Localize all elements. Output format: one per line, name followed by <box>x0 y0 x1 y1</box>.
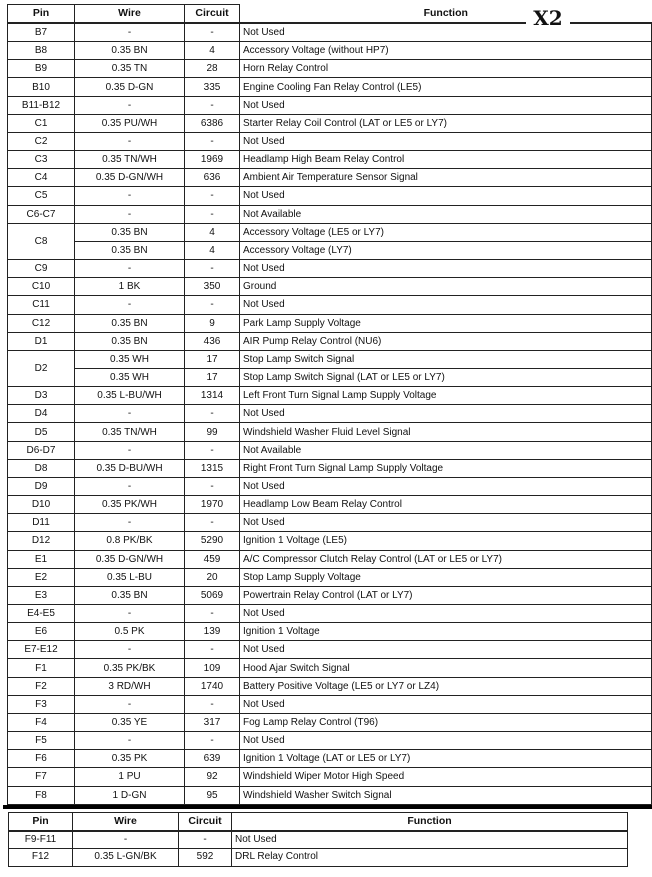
table-row <box>8 332 652 350</box>
pin-cell: D5 <box>8 423 75 441</box>
function-cell: A/C Compressor Clutch Relay Control (LAT or LE5 or LY7) <box>240 550 652 568</box>
circuit-cell: 1740 <box>185 677 240 695</box>
function-cell: Hood Ajar Switch Signal <box>240 659 652 677</box>
wire-cell: 0.35 BN <box>75 42 185 60</box>
circuit-cell: - <box>185 296 240 314</box>
wire-cell: 0.35 BN <box>75 223 185 241</box>
table-row <box>8 132 652 150</box>
wire-cell: - <box>75 132 185 150</box>
circuit-cell: - <box>185 132 240 150</box>
pin-cell: C4 <box>8 169 75 187</box>
circuit-cell: - <box>185 514 240 532</box>
table-row <box>8 496 652 514</box>
pin-cell: C9 <box>8 260 75 278</box>
circuit-cell: 1314 <box>185 387 240 405</box>
pin-cell: C12 <box>8 314 75 332</box>
table-row <box>8 550 652 568</box>
table-row <box>8 605 652 623</box>
circuit-cell: 4 <box>185 42 240 60</box>
circuit-cell: 592 <box>179 849 232 867</box>
circuit-cell: 5069 <box>185 586 240 604</box>
pin-cell: B9 <box>8 60 75 78</box>
wire-cell: 0.35 PK <box>75 750 185 768</box>
pin-cell: D12 <box>8 532 75 550</box>
wire-cell: - <box>75 477 185 495</box>
circuit-cell: - <box>185 695 240 713</box>
table-row <box>8 477 652 495</box>
circuit-cell: 95 <box>185 786 240 804</box>
wire-cell: 0.35 BN <box>75 332 185 350</box>
table-row <box>8 278 652 296</box>
table-row <box>8 568 652 586</box>
pin-cell: F3 <box>8 695 75 713</box>
pin-cell: E4-E5 <box>8 605 75 623</box>
table-row <box>8 78 652 96</box>
circuit-cell: - <box>185 405 240 423</box>
header-row <box>9 813 628 831</box>
function-cell: Not Used <box>240 695 652 713</box>
function-cell: AIR Pump Relay Control (NU6) <box>240 332 652 350</box>
table-row <box>8 114 652 132</box>
function-cell: Not Used <box>240 514 652 532</box>
wire-cell: 1 PU <box>75 768 185 786</box>
table-row <box>8 205 652 223</box>
function-cell: Starter Relay Coil Control (LAT or LE5 or LY7) <box>240 114 652 132</box>
wire-cell: 0.35 D-BU/WH <box>75 459 185 477</box>
table-row <box>8 713 652 731</box>
circuit-cell: - <box>185 187 240 205</box>
pin-cell: F6 <box>8 750 75 768</box>
pin-cell: D4 <box>8 405 75 423</box>
wire-cell: 1 D-GN <box>75 786 185 804</box>
wire-cell: - <box>75 296 185 314</box>
function-cell: Fog Lamp Relay Control (T96) <box>240 713 652 731</box>
pin-cell: C3 <box>8 151 75 169</box>
wire-cell: 0.35 TN/WH <box>75 151 185 169</box>
function-cell: Park Lamp Supply Voltage <box>240 314 652 332</box>
pin-cell: F1 <box>8 659 75 677</box>
wire-cell: - <box>75 187 185 205</box>
table-row <box>8 441 652 459</box>
function-cell: Engine Cooling Fan Relay Control (LE5) <box>240 78 652 96</box>
table-row <box>8 405 652 423</box>
function-cell: Not Used <box>240 296 652 314</box>
wire-cell: 0.35 TN <box>75 60 185 78</box>
circuit-cell: 9 <box>185 314 240 332</box>
circuit-cell: - <box>185 96 240 114</box>
pin-cell: C8 <box>8 223 75 259</box>
wire-cell: 0.35 TN/WH <box>75 423 185 441</box>
function-cell: Not Available <box>240 205 652 223</box>
table-row <box>8 42 652 60</box>
divider <box>3 805 652 809</box>
circuit-cell: - <box>185 605 240 623</box>
function-cell: Not Used <box>240 132 652 150</box>
function-cell: Headlamp High Beam Relay Control <box>240 151 652 169</box>
wire-cell: - <box>75 205 185 223</box>
table-row <box>8 296 652 314</box>
pin-cell: D11 <box>8 514 75 532</box>
circuit-cell: - <box>185 23 240 42</box>
circuit-cell: - <box>185 732 240 750</box>
wire-cell: 0.35 YE <box>75 713 185 731</box>
wire-cell: 0.35 D-GN/WH <box>75 550 185 568</box>
pin-cell: C2 <box>8 132 75 150</box>
wire-cell: - <box>75 96 185 114</box>
pin-cell: F2 <box>8 677 75 695</box>
function-cell: Accessory Voltage (LY7) <box>240 241 652 259</box>
function-cell: Ignition 1 Voltage (LAT or LE5 or LY7) <box>240 750 652 768</box>
pin-cell: C11 <box>8 296 75 314</box>
wire-cell: 0.35 BN <box>75 314 185 332</box>
circuit-cell: 17 <box>185 350 240 368</box>
function-cell: Ignition 1 Voltage <box>240 623 652 641</box>
function-cell: Windshield Washer Switch Signal <box>240 786 652 804</box>
wire-cell: 0.35 PK/WH <box>75 496 185 514</box>
wire-cell: - <box>75 605 185 623</box>
table-row <box>8 368 652 386</box>
pinout-table-main <box>7 4 652 805</box>
circuit-cell: 459 <box>185 550 240 568</box>
circuit-cell: 28 <box>185 60 240 78</box>
pin-cell: E2 <box>8 568 75 586</box>
circuit-cell: 1970 <box>185 496 240 514</box>
table-row <box>8 623 652 641</box>
circuit-cell: 317 <box>185 713 240 731</box>
function-cell: Headlamp Low Beam Relay Control <box>240 496 652 514</box>
table-row <box>8 151 652 169</box>
function-cell: Windshield Washer Fluid Level Signal <box>240 423 652 441</box>
wire-cell: 0.35 L-BU/WH <box>75 387 185 405</box>
table-row <box>8 532 652 550</box>
table-row <box>8 659 652 677</box>
function-cell: Not Used <box>232 831 628 849</box>
wire-cell: 0.8 PK/BK <box>75 532 185 550</box>
circuit-cell: 1315 <box>185 459 240 477</box>
pin-cell: F8 <box>8 786 75 804</box>
circuit-cell: 436 <box>185 332 240 350</box>
circuit-cell: - <box>179 831 232 849</box>
pin-cell: E1 <box>8 550 75 568</box>
header-circuit: Circuit <box>179 813 232 831</box>
circuit-cell: - <box>185 205 240 223</box>
function-cell: Not Used <box>240 641 652 659</box>
table-row <box>8 60 652 78</box>
table-row <box>8 314 652 332</box>
function-cell: Accessory Voltage (without HP7) <box>240 42 652 60</box>
wire-cell: 0.35 WH <box>75 350 185 368</box>
table-row <box>8 260 652 278</box>
table-row <box>8 586 652 604</box>
pin-cell: B11-B12 <box>8 96 75 114</box>
function-cell: Not Used <box>240 605 652 623</box>
pin-cell: D1 <box>8 332 75 350</box>
pin-cell: C1 <box>8 114 75 132</box>
circuit-cell: 4 <box>185 223 240 241</box>
function-cell: Not Used <box>240 96 652 114</box>
circuit-cell: 109 <box>185 659 240 677</box>
wire-cell: - <box>75 514 185 532</box>
header-pin: Pin <box>8 5 75 24</box>
wire-cell: 0.35 PU/WH <box>75 114 185 132</box>
pin-cell: C6-C7 <box>8 205 75 223</box>
circuit-cell: 20 <box>185 568 240 586</box>
wire-cell: 1 BK <box>75 278 185 296</box>
circuit-cell: 6386 <box>185 114 240 132</box>
function-cell: Not Used <box>240 23 652 42</box>
table-row <box>9 849 628 867</box>
wire-cell: 3 RD/WH <box>75 677 185 695</box>
pin-cell: F5 <box>8 732 75 750</box>
pin-cell: D8 <box>8 459 75 477</box>
pin-cell: B8 <box>8 42 75 60</box>
header-wire: Wire <box>73 813 179 831</box>
pin-cell: C10 <box>8 278 75 296</box>
wire-cell: 0.35 L-BU <box>75 568 185 586</box>
wire-cell: 0.35 BN <box>75 241 185 259</box>
function-cell: Ground <box>240 278 652 296</box>
header-wire: Wire <box>75 5 185 24</box>
function-cell: Accessory Voltage (LE5 or LY7) <box>240 223 652 241</box>
table-row <box>8 169 652 187</box>
pin-cell: B10 <box>8 78 75 96</box>
header-function: Function <box>232 813 628 831</box>
table-row <box>8 695 652 713</box>
function-cell: Not Used <box>240 477 652 495</box>
circuit-cell: 99 <box>185 423 240 441</box>
pin-cell: F4 <box>8 713 75 731</box>
function-cell: Ignition 1 Voltage (LE5) <box>240 532 652 550</box>
function-cell: Stop Lamp Switch Signal (LAT or LE5 or LY7) <box>240 368 652 386</box>
pin-cell: B7 <box>8 23 75 42</box>
function-cell: DRL Relay Control <box>232 849 628 867</box>
function-cell: Battery Positive Voltage (LE5 or LY7 or LZ4) <box>240 677 652 695</box>
wire-cell: 0.35 PK/BK <box>75 659 185 677</box>
wire-cell: - <box>75 441 185 459</box>
table-row <box>8 677 652 695</box>
circuit-cell: 335 <box>185 78 240 96</box>
table-row <box>8 786 652 804</box>
table-row <box>9 831 628 849</box>
pin-cell: D10 <box>8 496 75 514</box>
table-row <box>8 96 652 114</box>
table-row <box>8 514 652 532</box>
circuit-cell: 92 <box>185 768 240 786</box>
circuit-cell: - <box>185 477 240 495</box>
header-pin: Pin <box>9 813 73 831</box>
function-cell: Stop Lamp Supply Voltage <box>240 568 652 586</box>
table-row <box>8 641 652 659</box>
wire-cell: 0.35 L-GN/BK <box>73 849 179 867</box>
wire-cell: 0.35 D-GN <box>75 78 185 96</box>
function-cell: Not Used <box>240 260 652 278</box>
circuit-cell: 5290 <box>185 532 240 550</box>
function-cell: Not Used <box>240 732 652 750</box>
wire-cell: - <box>75 260 185 278</box>
wire-cell: - <box>73 831 179 849</box>
circuit-cell: 4 <box>185 241 240 259</box>
function-cell: Not Used <box>240 187 652 205</box>
table-row <box>8 223 652 241</box>
wire-cell: 0.35 WH <box>75 368 185 386</box>
circuit-cell: 17 <box>185 368 240 386</box>
pin-cell: F9-F11 <box>9 831 73 849</box>
pin-cell: D9 <box>8 477 75 495</box>
connector-label: X2 <box>526 7 570 29</box>
pin-cell: C5 <box>8 187 75 205</box>
function-cell: Stop Lamp Switch Signal <box>240 350 652 368</box>
pin-cell: F7 <box>8 768 75 786</box>
function-cell: Horn Relay Control <box>240 60 652 78</box>
wire-cell: - <box>75 732 185 750</box>
circuit-cell: - <box>185 260 240 278</box>
function-cell: Left Front Turn Signal Lamp Supply Voltage <box>240 387 652 405</box>
wire-cell: 0.5 PK <box>75 623 185 641</box>
table-row <box>8 350 652 368</box>
wire-cell: 0.35 D-GN/WH <box>75 169 185 187</box>
table-row <box>8 750 652 768</box>
wire-cell: - <box>75 695 185 713</box>
pin-cell: F12 <box>9 849 73 867</box>
table-row <box>8 459 652 477</box>
function-cell: Not Available <box>240 441 652 459</box>
circuit-cell: 1969 <box>185 151 240 169</box>
circuit-cell: 139 <box>185 623 240 641</box>
pin-cell: D6-D7 <box>8 441 75 459</box>
wire-cell: - <box>75 641 185 659</box>
function-cell: Ambient Air Temperature Sensor Signal <box>240 169 652 187</box>
pin-cell: D2 <box>8 350 75 386</box>
header-function: Function <box>240 5 652 24</box>
pin-cell: E6 <box>8 623 75 641</box>
pin-cell: E3 <box>8 586 75 604</box>
circuit-cell: - <box>185 641 240 659</box>
table-row <box>8 768 652 786</box>
table-row <box>8 187 652 205</box>
table-row <box>8 241 652 259</box>
wire-cell: - <box>75 23 185 42</box>
function-cell: Powertrain Relay Control (LAT or LY7) <box>240 586 652 604</box>
table-row <box>8 732 652 750</box>
circuit-cell: 350 <box>185 278 240 296</box>
function-cell: Right Front Turn Signal Lamp Supply Voltage <box>240 459 652 477</box>
table-row <box>8 423 652 441</box>
table-row <box>8 387 652 405</box>
pinout-table-continued <box>8 812 628 867</box>
circuit-cell: 639 <box>185 750 240 768</box>
wire-cell: - <box>75 405 185 423</box>
function-cell: Windshield Wiper Motor High Speed <box>240 768 652 786</box>
pin-cell: D3 <box>8 387 75 405</box>
header-circuit: Circuit <box>185 5 240 24</box>
wire-cell: 0.35 BN <box>75 586 185 604</box>
circuit-cell: - <box>185 441 240 459</box>
function-cell: Not Used <box>240 405 652 423</box>
circuit-cell: 636 <box>185 169 240 187</box>
pin-cell: E7-E12 <box>8 641 75 659</box>
